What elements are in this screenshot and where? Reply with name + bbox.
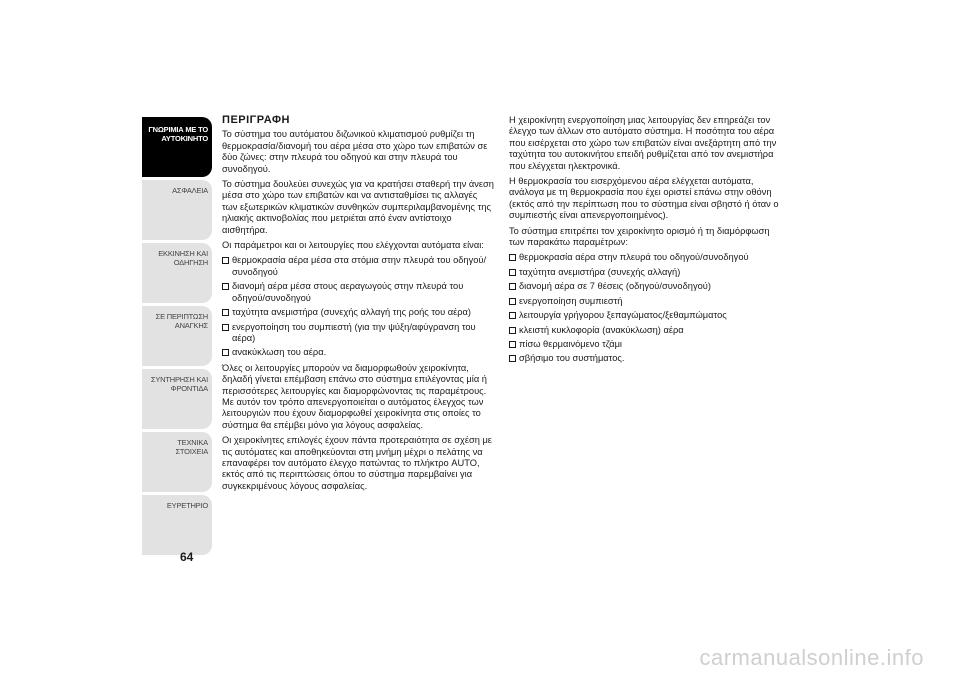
- tab-label: ΓΝΩΡΙΜΙΑ ΜΕ ΤΟ ΑΥΤΟΚΙΝΗΤΟ: [148, 125, 208, 143]
- checkbox-bullet-icon: [509, 254, 516, 261]
- list-item-text: θερμοκρασία αέρα μέσα στα στόμια στην πλευρά του οδηγού/συνοδηγού: [232, 255, 487, 277]
- checkbox-bullet-icon: [222, 309, 229, 316]
- paragraph: Οι παράμετροι και οι λειτουργίες που ελέγχονται αυτόματα είναι:: [222, 240, 484, 251]
- tab-label: ΣΥΝΤΗΡΗΣΗ ΚΑΙ ΦΡΟΝΤΙΔΑ: [150, 375, 208, 393]
- tab-safety[interactable]: [142, 180, 212, 240]
- list-item: [509, 296, 779, 307]
- list-item-text: ταχύτητα ανεμιστήρα (συνεχής αλλαγή της ροής του αέρα): [232, 307, 472, 318]
- tab-label: ΤΕΧΝΙΚΑ ΣΤΟΙΧΕΙΑ: [175, 438, 208, 456]
- checkbox-bullet-icon: [509, 355, 516, 362]
- checkbox-bullet-icon: [509, 327, 516, 334]
- section-heading: ΠΕΡΙΓΡΑΦΗ: [222, 114, 290, 126]
- tab-label: ΕΚΚΙΝΗΣΗ ΚΑΙ ΟΔΗΓΗΣΗ: [158, 249, 208, 267]
- list-item-text: διανομή αέρα σε 7 θέσεις (οδηγού/συνοδηγού): [519, 281, 711, 292]
- list-item-text: λειτουργία γρήγορου ξεπαγώματος/ξεθαμπώματος: [519, 310, 727, 321]
- checkbox-bullet-icon: [222, 257, 229, 264]
- list-item-text: σβήσιμο του συστήματος.: [519, 353, 625, 364]
- tab-index[interactable]: [142, 495, 212, 555]
- paragraph: Το σύστημα επιτρέπει τον χειροκίνητο ορισμό ή τη διαμόρφωση των παρακάτω παραμέτρων:: [509, 225, 770, 248]
- list-item: [509, 310, 779, 321]
- paragraph: Το σύστημα του αυτόματου διζωνικού κλιματισμού ρυθμίζει τη θερμοκρασία/διανομή του αέρα μέσα στο χώρο των επιβατών σε δύο ζώνες: στην πλευρά του οδηγού και στην πλευρά του συνοδηγού.: [222, 129, 488, 174]
- tab-getting-to-know[interactable]: [142, 117, 212, 177]
- tab-label: ΑΣΦΑΛΕΙΑ: [172, 186, 208, 195]
- tab-technical-data[interactable]: [142, 432, 212, 492]
- tab-label: ΣΕ ΠΕΡΙΠΤΩΣΗ ΑΝΑΓΚΗΣ: [155, 312, 208, 330]
- right-column: [509, 115, 779, 369]
- list-item-text: κλειστή κυκλοφορία (ανακύκλωση) αέρα: [519, 324, 684, 335]
- paragraph: Η θερμοκρασία του εισερχόμενου αέρα ελέγχεται αυτόματα, ανάλογα με τη θερμοκρασία που έχει οριστεί επάνω στην οθόνη (εκτός από την περίπτωση που το σύστημα είναι σβηστό ή όταν ο συμπιεστής είναι απενεργοποιημένος).: [509, 176, 779, 221]
- paragraph: Όλες οι λειτουργίες μπορούν να διαμορφωθούν χειροκίνητα, δηλαδή γίνεται επέμβαση επάνω στο σύστημα επιλέγοντας μία ή περισσότερες λειτουργίες και διαμορφώνοντας τις παραμέτρους. Με αυτόν τον τρόπο απενεργοποιείται ο αυτόματος έλεγχος των λειτουργιών που έχουν διαμορφωθεί χειροκίνητα στις οποίες το σύστημα θα επέμβει μόνο για λόγους ασφαλείας.: [222, 362, 487, 430]
- list-item: [222, 281, 494, 304]
- list-item: [222, 255, 494, 278]
- checkbox-bullet-icon: [509, 298, 516, 305]
- checkbox-bullet-icon: [509, 341, 516, 348]
- list-item: [509, 281, 779, 292]
- paragraph: Η χειροκίνητη ενεργοποίηση μιας λειτουργίας δεν επηρεάζει τον έλεγχο των άλλων στο αυτόματο σύστημα. Η ποσότητα του αέρα που εισέρχεται στο χώρο των επιβατών είναι ανεξάρτητη από την ταχύτητα του αυτοκινήτου επειδή ρυθμίζεται από τον ανεμιστήρα που ελέγχεται ηλεκτρονικά.: [509, 115, 777, 171]
- list-item: [509, 252, 779, 263]
- list-item-text: ανακύκλωση του αέρα.: [232, 347, 327, 358]
- list-item: [509, 325, 779, 336]
- tab-label: ΕΥΡΕΤΗΡΙΟ: [166, 501, 208, 510]
- checkbox-bullet-icon: [509, 312, 516, 319]
- checkbox-bullet-icon: [509, 269, 516, 276]
- list-item-text: ταχύτητα ανεμιστήρα (συνεχής αλλαγή): [519, 266, 681, 277]
- chapter-sidebar: [142, 117, 212, 558]
- list-item-text: πίσω θερμαινόμενο τζάμι: [519, 338, 622, 349]
- tab-emergency[interactable]: [142, 306, 212, 366]
- paragraph: Το σύστημα δουλεύει συνεχώς για να κρατήσει σταθερή την άνεση μέσα στο χώρο των επιβατών και να αντισταθμίσει τις αλλαγές των εξωτερικών κλιματικών συνθηκών συμπεριλαμβανομένης της ηλιακής ακτινοβολίας που μετριέται από έναν αντίστοιχο αισθητήρα.: [222, 179, 494, 235]
- list-item: [509, 353, 779, 364]
- watermark: carmanualsonline.info: [699, 645, 924, 670]
- list-item-text: ενεργοποίηση συμπιεστή: [519, 295, 623, 306]
- checkbox-bullet-icon: [222, 283, 229, 290]
- list-item-text: θερμοκρασία αέρα στην πλευρά του οδηγού/συνοδηγού: [519, 252, 749, 263]
- checkbox-bullet-icon: [222, 324, 229, 331]
- list-item: [222, 307, 494, 318]
- tab-starting-driving[interactable]: [142, 243, 212, 303]
- left-column: [222, 115, 494, 496]
- list-item: [509, 339, 779, 350]
- checkbox-bullet-icon: [509, 283, 516, 290]
- manual-parameters-list: [509, 252, 779, 364]
- checkbox-bullet-icon: [222, 349, 229, 356]
- list-item-text: ενεργοποίηση του συμπιεστή (για την ψύξη/αφύγρανση του αέρα): [232, 321, 476, 343]
- page-number: 64: [180, 550, 194, 564]
- tab-maintenance[interactable]: [142, 369, 212, 429]
- list-item: [222, 322, 494, 345]
- list-item: [222, 347, 494, 358]
- auto-parameters-list: [222, 255, 494, 358]
- list-item-text: διανομή αέρα μέσα στους αεραγωγούς στην πλευρά του οδηγού/συνοδηγού: [232, 281, 464, 303]
- paragraph: Οι χειροκίνητες επιλογές έχουν πάντα προτεραιότητα σε σχέση με τις αυτόματες και αποθηκεύονται στη μνήμη μέχρι ο πελάτης να επαναφέρει τον αυτόματο έλεγχο πατώντας το πλήκτρο AUTO, εκτός από τις περιπτώσεις όπου το σύστημα παρεμβαίνει για συγκεκριμένους λόγους ασφαλείας.: [222, 435, 492, 491]
- list-item: [509, 267, 779, 278]
